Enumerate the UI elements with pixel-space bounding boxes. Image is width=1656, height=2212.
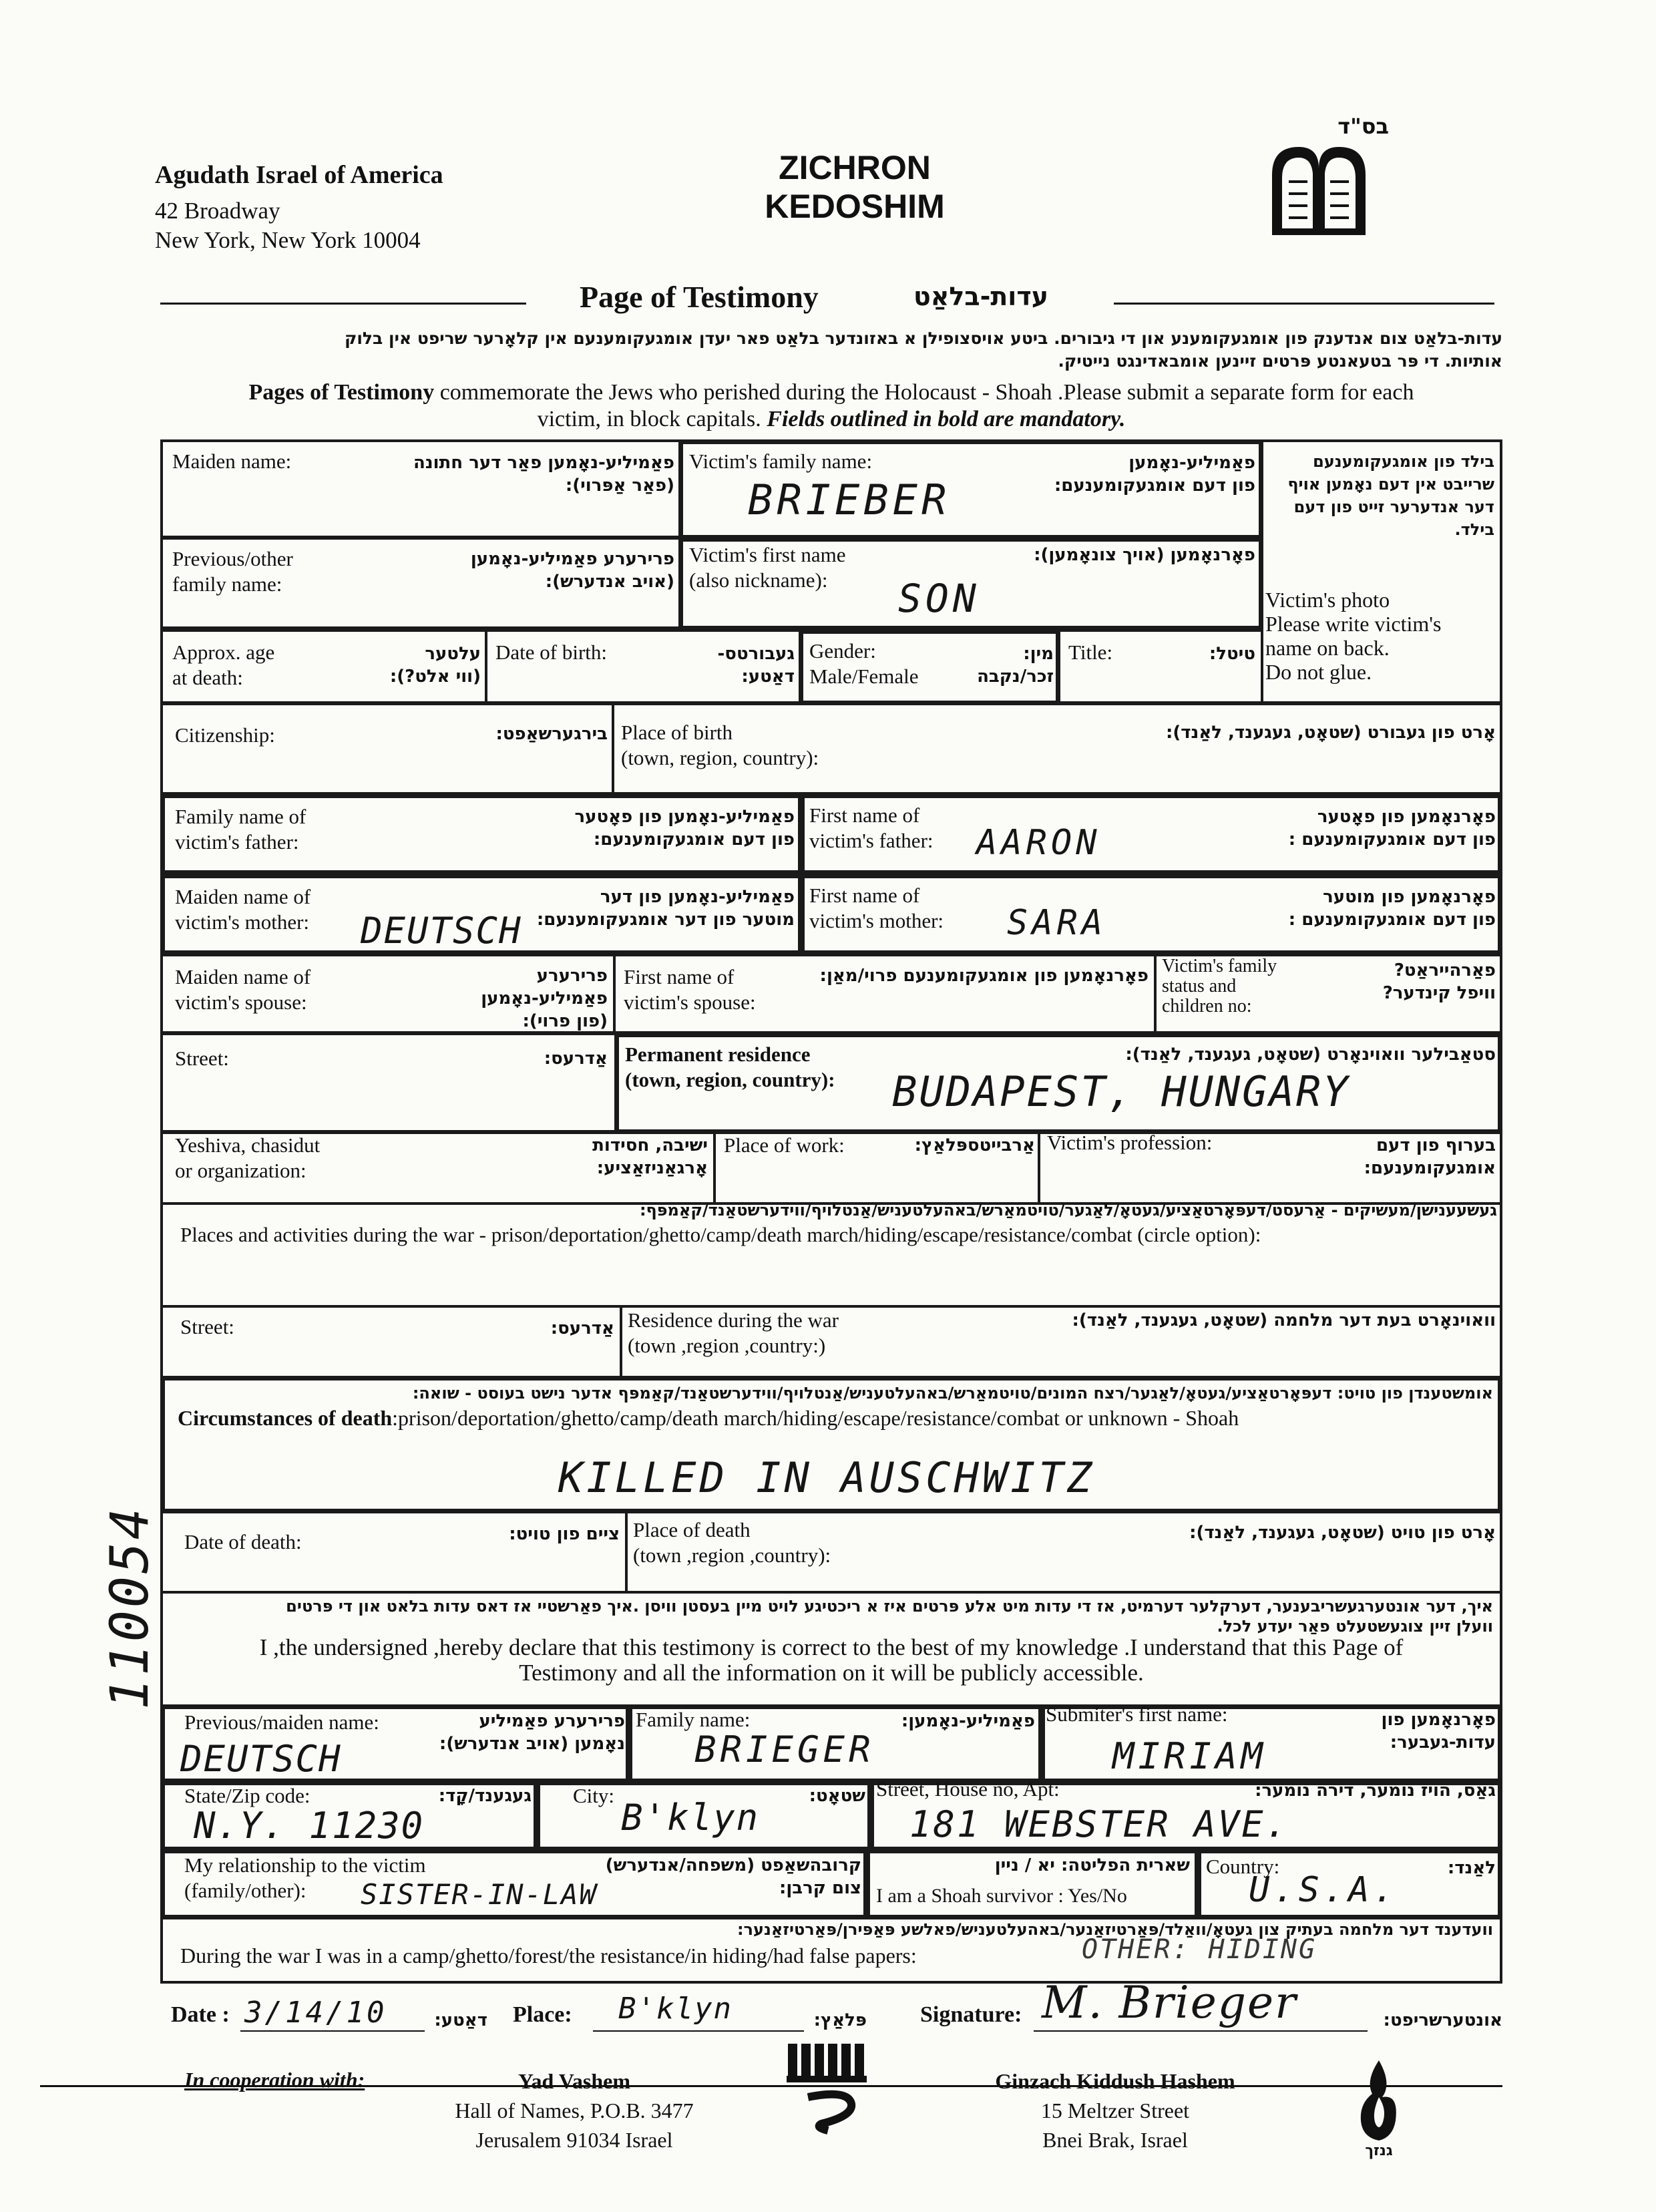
signature-value[interactable]: M. Brieger <box>1042 1977 1297 2028</box>
en-line: Maiden name of <box>175 965 311 988</box>
sub-street-value: 181 WEBSTER AVE. <box>909 1803 1289 1845</box>
sub-country-value: U.S.A. <box>1249 1870 1398 1910</box>
dob-he <box>668 642 795 688</box>
en-line: Maiden name of <box>175 885 311 908</box>
title-label: Title: <box>1068 640 1113 664</box>
he-line: (פון פרוי): <box>522 1011 608 1031</box>
en-line: Place of death <box>633 1518 751 1541</box>
en-line: First name of <box>624 965 735 988</box>
previous-family-label <box>172 546 293 597</box>
he-line: פאָרנאָמען פון <box>1381 1710 1496 1730</box>
work-he: אַרבייטספּלאַץ: <box>914 1135 1035 1155</box>
title-line-2: KEDOSHIM <box>765 188 945 225</box>
photo-box-he: בילד פון אומגעקומענעם שרייבט אין דעם נאָמען אויף דער אנדערער זייט פון דעם בילד. <box>1287 452 1494 539</box>
citizenship-he: בירגערשאַפט: <box>495 724 608 744</box>
sub-state-value: N.Y. 11230 <box>194 1805 425 1847</box>
approx-age-label <box>172 640 274 691</box>
family-status-he <box>1362 959 1496 1004</box>
gk-name: Ginzach Kiddush Hashem <box>995 2069 1235 2093</box>
sub-prev-maiden-he <box>427 1710 625 1755</box>
en-line: My relationship to the victim <box>184 1853 426 1877</box>
sub-family-value: BRIEGER <box>694 1728 875 1771</box>
circumstances-label <box>178 1405 1239 1431</box>
he-line: פרירערע פאַמיליע-נאָמען <box>470 549 674 569</box>
sub-city-he: שטאָט: <box>809 1786 865 1806</box>
bsd-mark: בס"ד <box>1337 114 1389 139</box>
circumstances-rest: :prison/deportation/ghetto/camp/death march/hiding/escape/resistance/combat or unknown - Shoah <box>392 1406 1239 1430</box>
en-line: victim's father: <box>175 830 299 854</box>
mother-first-value: SARA <box>1007 903 1107 943</box>
ginzach-address <box>948 2066 1282 2155</box>
family-status-label <box>1162 956 1277 1017</box>
en-line: (also nickname): <box>689 568 828 592</box>
intro-mandatory: Fields outlined in bold are mandatory. <box>767 407 1126 431</box>
en-line: (town ,region ,country:) <box>628 1334 826 1357</box>
citizenship-label: Citizenship: <box>175 723 275 747</box>
intro-bold: Pages of Testimony <box>248 380 435 405</box>
en-line: family name: <box>172 572 282 596</box>
declaration-he <box>171 1596 1493 1636</box>
yeshiva-label <box>175 1133 320 1183</box>
intro-en <box>160 379 1502 433</box>
sub-first-he <box>1369 1708 1496 1754</box>
signature-he: אונטערשריפט: <box>1383 2010 1502 2030</box>
en-line: or organization: <box>175 1159 306 1182</box>
he-line: פאָרנאָמען פון פאָטער <box>1317 807 1496 827</box>
pob-label <box>621 720 819 771</box>
en-line: (town ,region ,country): <box>633 1543 831 1567</box>
during-war-value: OTHER: HIDING <box>1082 1934 1317 1965</box>
previous-family-he <box>374 548 674 593</box>
en-line: Family name of <box>175 805 306 828</box>
first-name-value: SON <box>898 576 980 621</box>
mother-maiden-value: DEUTSCH <box>361 910 522 952</box>
en-line: victim's spouse: <box>175 990 307 1014</box>
en-line: First name of <box>809 884 920 907</box>
victim-family-he <box>975 451 1255 497</box>
signature-line <box>1034 2030 1368 2032</box>
he-line: (אויב אנדערש): <box>545 572 674 592</box>
en-line: victim's mother: <box>175 910 310 934</box>
place-label: Place: <box>513 2002 572 2027</box>
res-war-he: וואוינאָרט בעת דער מלחמה (שטאָט, געגענד, לאַנד): <box>1072 1310 1496 1330</box>
en-line: Victim's family <box>1162 956 1277 976</box>
circumstances-he: אומשטענדן פון טויט: דעפּאָרטאַציע/געטאָ/לאַגער/רצח המונים/טויטמאַרש/באהעלטעניש/אַנטלויף/ווידערשטאַנד/קאַמפּף אדער נישט בעוסט - שואה: <box>412 1384 1493 1403</box>
street-he: אַדרעס: <box>544 1049 608 1069</box>
en-line: victim's mother: <box>809 909 944 932</box>
en-line: Approx. age <box>172 640 275 664</box>
flame-logo-text: גנזך <box>1365 2143 1393 2159</box>
he-line: געבורטס- <box>717 644 795 664</box>
he-line: דאַטע: <box>741 667 795 687</box>
father-first-he <box>1202 805 1496 851</box>
circumstances-bold: Circumstances of death <box>178 1406 393 1430</box>
en-line: (family/other): <box>184 1879 306 1902</box>
gk-line: 15 Meltzer Street <box>1040 2098 1190 2123</box>
sub-city-label: City: <box>573 1784 615 1807</box>
he-line: אומגעקומענעם: <box>1364 1158 1496 1178</box>
signature-label: Signature: <box>920 2002 1022 2027</box>
he-line: זכר/נקבה <box>977 667 1054 687</box>
he-line: איך, דער אונטערגעשריבענער, דערקלער דערמיט, אז די עדות מיט אלע פּרטים איז א ריכטיגע לויט מיין בעסטן וויסן .איך פאַרשטיי אז דאס עדות בלאט און די פּרטים <box>286 1597 1493 1616</box>
yiddish-intro-line-1: עדות-בלאַט צום אנדענק פון אומגעקומענע און די גיבורים. ביטע אויסצופילן א באזונדער בלאַט פאר יעדן אומגעקומענעם אין קלאָרער שריפט אין בלוק <box>344 329 1502 348</box>
perm-res-value: BUDAPEST, HUNGARY <box>892 1067 1350 1116</box>
date-line <box>240 2030 425 2032</box>
en-line: (town, region, country): <box>625 1068 835 1091</box>
he-line: מוטער פון דער אומגעקומענעם: <box>536 910 795 930</box>
during-war-he: וועדענד דער מלחמה בעתיק צון געטאָ/וואַלד/פּאַרטיזאַנער/באהעלטעניש/פאלשע פּאַפּירן/פּאַרטיזאַנער: <box>737 1920 1493 1939</box>
zichron-kedoshim-title <box>735 148 975 226</box>
page-title-en: Page of Testimony <box>580 280 819 314</box>
mother-first-he <box>1202 886 1496 931</box>
victim-family-label: Victim's family name: <box>689 449 873 473</box>
he-line: עדות-געבער: <box>1390 1732 1496 1753</box>
gk-line: Bnei Brak, Israel <box>1042 2128 1188 2152</box>
profession-he <box>1356 1134 1496 1179</box>
place-line <box>593 2030 804 2032</box>
pob-he: אָרט פון געבורט (שטאָט, געגענד, לאַנד): <box>1165 723 1496 743</box>
he-line: פאָרנאָמען פון מוטער <box>1323 887 1496 907</box>
he-line: צום קרבן: <box>779 1878 861 1898</box>
he-line: וועלן זיין צוגעשטעלט פאַר יעדע לכל. <box>1217 1617 1493 1636</box>
dod-label: Date of death: <box>184 1530 302 1553</box>
place-value[interactable]: B'klyn <box>618 1992 733 2026</box>
sub-rel-value: SISTER-IN-LAW <box>361 1878 598 1911</box>
sub-country-he: לאַנד: <box>1447 1858 1496 1878</box>
en-line: status and <box>1162 976 1237 996</box>
en-line: I ,the undersigned ,hereby declare that this testimony is correct to the best of my knowledge .I understand that this Page of <box>259 1634 1404 1660</box>
he-line: פאַמיליע-נאָמען פאַר דער חתונה <box>413 453 674 473</box>
sub-survivor-he: שארית הפליטה: יא / ניין <box>994 1855 1190 1875</box>
spouse-first-he: פאָרנאָמען פון אומגעקומענעם פרוי/מאַן: <box>819 966 1149 986</box>
mother-maiden-label <box>175 884 310 935</box>
org-street: 42 Broadway <box>155 198 280 224</box>
sub-street-label: Street, House no, Apt: <box>876 1777 1060 1801</box>
gender-he <box>955 642 1054 688</box>
en-line: First name of <box>809 803 920 827</box>
en-line: Previous/other <box>172 547 293 570</box>
title-line-1: ZICHRON <box>779 149 931 186</box>
circumstances-value: KILLED IN AUSCHWITZ <box>558 1453 1096 1502</box>
profession-label: Victim's profession: <box>1047 1131 1213 1154</box>
sub-country-label: Country: <box>1206 1855 1280 1878</box>
intro-line-2: victim, in block capitals. <box>537 407 767 431</box>
father-first-value: AARON <box>976 823 1101 863</box>
during-war-label: During the war I was in a camp/ghetto/forest/the resistance/in hiding/had false papers: <box>180 1944 917 1968</box>
date-he: דאַטע: <box>434 2010 487 2030</box>
sub-state-he: געגענד/קָד: <box>438 1786 532 1806</box>
he-line: בערוף פון דעם <box>1376 1135 1496 1155</box>
page-title-he: עדות-בלאַט <box>913 282 1048 311</box>
en-line: Gender: <box>809 639 876 663</box>
photo-box-instructions <box>1265 588 1441 684</box>
father-family-he <box>507 805 795 851</box>
dod-he: ציים פון טויט: <box>509 1524 620 1544</box>
he-line: (ווי אלט?): <box>389 667 481 687</box>
war-places-label: Places and activities during the war - prison/deportation/ghetto/camp/death march/hiding/escape/resistance/combat (circle option): <box>180 1223 1261 1246</box>
first-name-label <box>689 542 845 593</box>
he-line: פאַמיליע-נאָמען פון דער <box>600 887 795 907</box>
sub-rel-he <box>588 1854 861 1899</box>
date-value[interactable]: 3/14/10 <box>244 1996 387 2030</box>
father-family-label <box>175 804 306 855</box>
he-line: פון דעם אומגעקומענעם : <box>1288 910 1496 930</box>
yv-line: Jerusalem 91034 Israel <box>475 2128 673 2152</box>
en-line: Testimony and all the information on it will be publicly accessible. <box>519 1660 1144 1686</box>
he-line: פרירערע פאַמיליע <box>479 1711 625 1731</box>
en-line: Residence during the war <box>628 1308 839 1332</box>
he-line: פרירערע פאַמיליע-נאָמען <box>481 966 608 1008</box>
en-line: (town, region, country): <box>621 746 819 769</box>
yiddish-intro <box>160 327 1502 373</box>
sub-state-label: State/Zip code: <box>184 1784 310 1807</box>
sub-family-he: פאַמיליע-נאָמען: <box>901 1711 1035 1731</box>
mother-first-label <box>809 883 944 934</box>
en-line: Male/Female <box>809 665 919 688</box>
en-line: Victim's first name <box>689 543 846 566</box>
yv-name: Yad Vashem <box>518 2069 631 2093</box>
en-line: Place of birth <box>621 721 733 744</box>
he-line: אָרגאַניזאַציע: <box>596 1158 708 1178</box>
en-line: victim's spouse: <box>624 990 756 1014</box>
sub-survivor-label: I am a Shoah survivor : Yes/No <box>876 1885 1127 1907</box>
sub-first-label: Submiter's first name: <box>1046 1702 1228 1726</box>
he-line: פאַמיליע-נאָמען <box>1128 453 1255 473</box>
sub-first-value: MIRIAM <box>1112 1735 1267 1777</box>
en-line: victim's father: <box>809 829 934 852</box>
work-label: Place of work: <box>724 1133 845 1157</box>
sub-street-he: גאַס, הויז נומער, דירה נומער: <box>1255 1781 1496 1801</box>
he-line: ישיבה, חסידות <box>592 1135 708 1155</box>
res-war-label <box>628 1308 839 1358</box>
sub-prev-maiden-label: Previous/maiden name: <box>184 1710 379 1734</box>
photo-line: name on back. <box>1265 636 1390 660</box>
street-label: Street: <box>175 1047 229 1070</box>
spouse-first-label <box>624 964 756 1015</box>
he-line: (פאַר אַפּרוי): <box>565 476 674 496</box>
he-line: פון דעם אומגעקומענעם : <box>1288 830 1496 850</box>
he-line: מין: <box>1023 644 1054 664</box>
yiddish-intro-line-2: אותיות. די פּר בטעאנטע פּרטים זיינען אומבאדינגט נייטיק. <box>1058 351 1502 371</box>
en-line: Yeshiva, chasidut <box>175 1133 321 1157</box>
yv-line: Hall of Names, P.O.B. 3477 <box>455 2098 694 2123</box>
he-line: פון דעם אומגעקומענעם: <box>1054 476 1255 496</box>
sub-prev-maiden-value: DEUTSCH <box>180 1738 342 1780</box>
perm-res-label <box>625 1042 835 1093</box>
spouse-maiden-label <box>175 964 310 1015</box>
tablets-logo-icon <box>1262 142 1376 242</box>
maiden-name-label: Maiden name: <box>172 449 292 473</box>
en-line: at death: <box>172 666 243 689</box>
margin-number: 110054 <box>100 1505 160 1710</box>
photo-line: Please write victim's <box>1265 612 1442 636</box>
gender-label <box>809 638 919 689</box>
photo-line: Do not glue. <box>1265 660 1372 684</box>
header-rule-right <box>1114 303 1494 305</box>
menorah-logo-icon <box>781 2037 881 2137</box>
he-line: פאַמיליע-נאָמען פון פאָטער <box>574 807 795 827</box>
war-street-label: Street: <box>180 1315 234 1338</box>
citizenship-field[interactable] <box>160 703 614 795</box>
approx-age-he <box>361 642 481 688</box>
declaration-en <box>167 1635 1496 1686</box>
he-line: פאַרהייראַט? <box>1394 960 1496 980</box>
photo-line: Victim's photo <box>1265 588 1390 612</box>
dob-label: Date of birth: <box>495 640 608 664</box>
sub-family-label: Family name: <box>636 1708 751 1731</box>
org-city: New York, New York 10004 <box>155 227 421 253</box>
victim-family-value: BRIEBER <box>748 476 951 524</box>
father-first-label <box>809 803 934 854</box>
first-name-he: פאָרנאָמען (אויך צונאָמען): <box>1034 545 1255 565</box>
title-he: טיטל: <box>1209 644 1255 664</box>
pod-label <box>633 1517 831 1568</box>
intro-rest: commemorate the Jews who perished during the Holocaust - Shoah .Please submit a separate form for each <box>434 380 1414 405</box>
place-he: פּלאַץ: <box>813 2010 867 2030</box>
he-line: עלטער <box>425 644 481 664</box>
maiden-name-he <box>374 451 674 497</box>
he-line: קרובהשאַפט (משפחה/אנדערש) <box>605 1855 861 1875</box>
mother-maiden-he <box>514 886 795 931</box>
header-rule-left <box>160 303 526 305</box>
cooperation-label: In cooperation with: <box>184 2068 365 2092</box>
date-label: Date : <box>171 2002 230 2027</box>
war-street-he: אַדרעס: <box>550 1318 614 1338</box>
he-line: נאָמען (אויב אנדערש): <box>439 1734 625 1754</box>
spouse-maiden-he <box>414 964 608 1033</box>
he-line: וויפל קינדער? <box>1382 983 1496 1003</box>
perm-res-he: סטאַבילער וואוינאָרט (שטאָט, געגענד, לאַנד): <box>1125 1045 1496 1065</box>
en-line: Permanent residence <box>625 1043 811 1066</box>
en-line: children no: <box>1162 996 1252 1017</box>
sub-city-value: B'klyn <box>621 1797 760 1839</box>
war-places-he: געשעענישן/מעשיקים - אַרעסט/דעפּאָרטאַציע/געטאָ/לאַגער/טויטמאַרש/באהעלטעניש/אַנטלויף/ווידערשטאַנד/קאַמפּף: <box>639 1201 1497 1220</box>
yeshiva-he <box>548 1134 708 1179</box>
yad-vashem-address <box>427 2066 721 2155</box>
pod-he: אָרט פון טויט (שטאָט, געגענד, לאַנד): <box>1189 1523 1496 1543</box>
org-name: Agudath Israel of America <box>155 161 443 189</box>
he-line: פון דעם אומגעקומענעם: <box>593 830 795 850</box>
